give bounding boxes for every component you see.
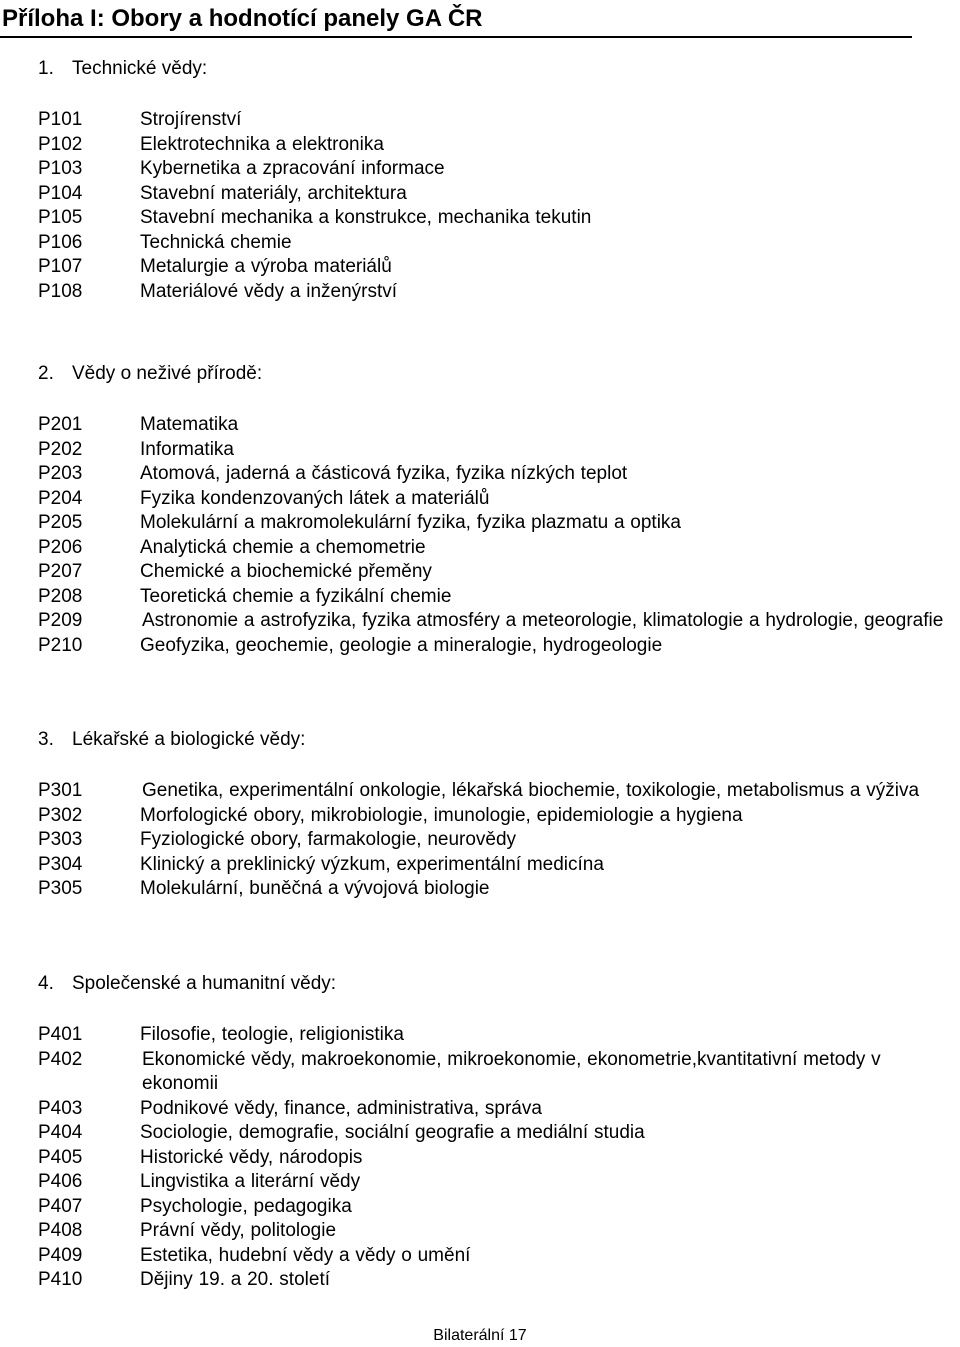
title-underline xyxy=(0,36,912,38)
panel-code: P108 xyxy=(38,280,83,302)
panel-code: P304 xyxy=(38,853,83,875)
panel-code: P207 xyxy=(38,561,83,582)
panel-label: Právní vědy, politologie xyxy=(140,1220,337,1241)
panel-label: Strojírenství xyxy=(140,109,242,130)
panel-code: P105 xyxy=(38,207,83,228)
list-item xyxy=(0,133,960,158)
section-title: Technické vědy: xyxy=(72,58,208,79)
list-item xyxy=(0,877,960,902)
panel-list xyxy=(0,779,960,902)
panel-code: P301 xyxy=(38,780,83,801)
panel-label: Podnikové vědy, finance, administrativa, správa xyxy=(140,1097,542,1119)
panel-code: P209 xyxy=(38,610,83,631)
panel-code: P103 xyxy=(38,158,83,179)
panel-label: Psychologie, pedagogika xyxy=(140,1195,352,1217)
list-item xyxy=(0,182,960,207)
panel-code: P206 xyxy=(38,536,83,558)
panel-label: Stavební materiály, architektura xyxy=(140,182,407,204)
panel-label: Teoretická chemie a fyzikální chemie xyxy=(140,585,452,607)
panel-code: P201 xyxy=(38,414,83,435)
section-number: 2. xyxy=(38,363,54,384)
panel-label: Fyziologické obory, farmakologie, neurovědy xyxy=(140,829,517,850)
list-item xyxy=(0,157,960,182)
panel-label: Elektrotechnika a elektronika xyxy=(140,133,384,155)
panel-label: Estetika, hudební vědy a vědy o umění xyxy=(140,1244,471,1266)
panel-code: P106 xyxy=(38,231,83,253)
section-heading xyxy=(0,727,960,753)
panel-code: P303 xyxy=(38,829,83,850)
list-item xyxy=(0,1097,960,1122)
panel-code: P202 xyxy=(38,438,83,460)
panel-label: Sociologie, demografie, sociální geografie a mediální studia xyxy=(140,1122,645,1143)
panel-label: Lingvistika a literární vědy xyxy=(140,1171,361,1192)
section-number: 4. xyxy=(38,973,54,994)
list-item xyxy=(0,280,960,305)
panel-code: P102 xyxy=(38,133,83,155)
list-item xyxy=(0,413,960,438)
section-number: 1. xyxy=(38,58,54,79)
list-item xyxy=(0,255,960,280)
panel-label: Molekulární, buněčná a vývojová biologie xyxy=(140,878,490,899)
panel-code: P405 xyxy=(38,1146,83,1168)
panel-code: P403 xyxy=(38,1097,83,1119)
panel-code: P305 xyxy=(38,878,83,899)
list-item xyxy=(0,231,960,256)
section-inanimate-nature-sciences xyxy=(0,361,960,658)
panel-list xyxy=(0,1023,960,1293)
section-title: Lékařské a biologické vědy: xyxy=(72,729,306,750)
section-heading xyxy=(0,56,960,82)
list-item xyxy=(0,804,960,829)
panel-label: Kybernetika a zpracování informace xyxy=(140,158,445,179)
list-item xyxy=(0,108,960,133)
section-technical-sciences xyxy=(0,56,960,304)
panel-label: Informatika xyxy=(140,438,234,460)
section-number: 3. xyxy=(38,729,54,750)
panel-code: P205 xyxy=(38,512,83,533)
page-title: Příloha I: Obory a hodnotící panely GA ČR xyxy=(2,5,483,32)
panel-label: Technická chemie xyxy=(140,231,292,253)
panel-label: Ekonomické vědy, makroekonomie, mikroekonomie, ekonometrie,kvantitativní metody v ekonomii xyxy=(142,1048,881,1094)
panel-code: P401 xyxy=(38,1024,83,1045)
panel-code: P203 xyxy=(38,463,83,484)
list-item xyxy=(0,438,960,463)
list-item xyxy=(0,585,960,610)
panel-label: Materiálové vědy a inženýrství xyxy=(140,280,398,302)
panel-code: P408 xyxy=(38,1220,83,1241)
section-title: Společenské a humanitní vědy: xyxy=(72,973,337,994)
list-item xyxy=(0,1121,960,1146)
list-item xyxy=(0,487,960,512)
list-item xyxy=(0,1048,960,1097)
panel-code: P107 xyxy=(38,256,83,277)
list-item xyxy=(0,609,960,634)
panel-code: P204 xyxy=(38,487,83,509)
panel-code: P302 xyxy=(38,804,83,826)
panel-code: P409 xyxy=(38,1244,83,1266)
panel-label: Molekulární a makromolekulární fyzika, fyzika plazmatu a optika xyxy=(140,512,682,533)
panel-code: P410 xyxy=(38,1269,83,1290)
list-item xyxy=(0,853,960,878)
list-item xyxy=(0,1268,960,1293)
panel-label: Matematika xyxy=(140,414,239,435)
list-item xyxy=(0,1195,960,1220)
panel-code: P210 xyxy=(38,634,83,656)
panel-label: Fyzika kondenzovaných látek a materiálů xyxy=(140,487,490,509)
panel-label: Dějiny 19. a 20. století xyxy=(140,1269,330,1290)
page-footer xyxy=(0,1326,960,1346)
section-medical-biological-sciences xyxy=(0,727,960,902)
panel-label: Chemické a biochemické přeměny xyxy=(140,561,432,582)
list-item xyxy=(0,779,960,804)
section-social-humanities-sciences xyxy=(0,971,960,1293)
panel-label: Genetika, experimentální onkologie, lékařská biochemie, toxikologie, metabolismus a výživa xyxy=(142,780,920,801)
panel-list xyxy=(0,413,960,658)
list-item xyxy=(0,206,960,231)
list-item xyxy=(0,1170,960,1195)
panel-label: Klinický a preklinický výzkum, experimentální medicína xyxy=(140,853,604,875)
panel-label: Stavební mechanika a konstrukce, mechanika tekutin xyxy=(140,207,592,228)
list-item xyxy=(0,560,960,585)
panel-code: P406 xyxy=(38,1171,83,1192)
list-item xyxy=(0,536,960,561)
list-item xyxy=(0,1219,960,1244)
list-item xyxy=(0,634,960,659)
panel-code: P407 xyxy=(38,1195,83,1217)
panel-code: P402 xyxy=(38,1048,83,1070)
list-item xyxy=(0,511,960,536)
panel-code: P208 xyxy=(38,585,83,607)
section-heading xyxy=(0,971,960,997)
panel-label: Analytická chemie a chemometrie xyxy=(140,536,426,558)
panel-code: P404 xyxy=(38,1122,83,1143)
panel-label: Atomová, jaderná a částicová fyzika, fyzika nízkých teplot xyxy=(140,463,628,484)
panel-label: Morfologické obory, mikrobiologie, imunologie, epidemiologie a hygiena xyxy=(140,804,743,826)
section-heading xyxy=(0,361,960,387)
section-title: Vědy o neživé přírodě: xyxy=(72,363,263,384)
panel-code: P104 xyxy=(38,182,83,204)
panel-label: Geofyzika, geochemie, geologie a mineralogie, hydrogeologie xyxy=(140,634,663,656)
panel-label: Historické vědy, národopis xyxy=(140,1146,363,1168)
panel-label: Filosofie, teologie, religionistika xyxy=(140,1024,404,1045)
panel-label: Astronomie a astrofyzika, fyzika atmosféry a meteorologie, klimatologie a hydrologie, geografie xyxy=(142,610,944,631)
list-item xyxy=(0,1244,960,1269)
panel-list xyxy=(0,108,960,304)
list-item xyxy=(0,462,960,487)
list-item xyxy=(0,1023,960,1048)
footer-page-label: Bilaterální 17 xyxy=(433,1327,527,1344)
panel-label: Metalurgie a výroba materiálů xyxy=(140,256,392,277)
list-item xyxy=(0,828,960,853)
list-item xyxy=(0,1146,960,1171)
panel-code: P101 xyxy=(38,109,83,130)
